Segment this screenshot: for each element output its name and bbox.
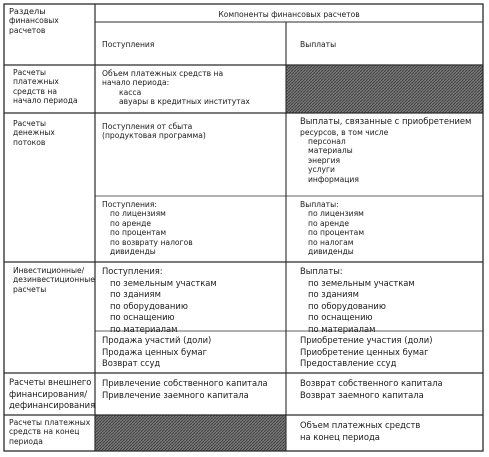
invest-in-extra: Продажа ценных бумаг: [102, 346, 208, 357]
external-out-line: Возврат заемного капитала: [300, 389, 424, 400]
header-components: Компоненты финансовых расчетов: [218, 10, 360, 19]
section-cashflow-line: Расчеты: [13, 119, 46, 128]
cashflow-out-main-item: услуги: [308, 165, 335, 175]
cashflow-out-main-item: информация: [308, 174, 359, 184]
cashflow-in-other-item: по аренде: [110, 218, 152, 228]
external-in-line: Привлечение заемного капитала: [102, 389, 249, 400]
cashflow-inflows-main-cell: [102, 122, 206, 141]
section-external-line: финансирования/: [9, 388, 88, 399]
section-final-cell: [9, 418, 93, 446]
invest-in-item: по оборудованию: [110, 300, 188, 311]
cashflow-outflows-other-cell: [300, 200, 364, 256]
invest-out-item: по зданиям: [308, 289, 359, 299]
section-external-line: дефинансирования: [9, 400, 96, 410]
section-initial-line: начало периода: [13, 96, 78, 106]
section-initial-line: Расчеты: [13, 68, 46, 77]
header-inflows-cell: [102, 40, 154, 49]
initial-item: касса: [119, 87, 142, 97]
external-inflows-cell: [102, 378, 268, 401]
cashflow-in-main-line: Поступления от сбыта: [102, 122, 193, 131]
section-cashflow-line: потоков: [13, 137, 46, 147]
header-sections-line: финансовых: [9, 16, 59, 26]
section-final-line: средств на конец: [9, 427, 80, 437]
external-in-line: Привлечение собственного капитала: [102, 378, 268, 388]
external-outflows-cell: [300, 378, 443, 401]
invest-out-item: по материалам: [308, 323, 376, 334]
external-out-line: Возврат собственного капитала: [300, 378, 443, 388]
invest-out-extra: Предоставление ссуд: [300, 358, 397, 368]
cashflow-out-other-item: по лицензиям: [308, 209, 364, 219]
invest-in-item: по земельным участкам: [110, 277, 217, 288]
cashflow-in-other-item: по процентам: [110, 228, 167, 238]
cashflow-out-other-item: по аренде: [308, 218, 350, 228]
cashflow-out-main-line: ресурсов, в том числе: [300, 127, 389, 137]
invest-inflows-extra-cell: [102, 335, 211, 370]
invest-in-item: по материалам: [110, 323, 178, 334]
cashflow-outflows-main-cell: [300, 116, 471, 184]
header-components-cell: [95, 10, 483, 19]
invest-out-title: Выплаты:: [300, 266, 343, 276]
invest-inflows-cell: [102, 266, 217, 335]
initial-inflows-cell: [102, 69, 250, 107]
cashflow-out-other-item: по налогам: [308, 237, 354, 247]
invest-in-title: Поступления:: [102, 266, 163, 276]
invest-in-item: по зданиям: [110, 289, 161, 299]
cashflow-in-other-item: дивиденды: [110, 247, 156, 257]
cashflow-out-main-item: энергия: [308, 155, 341, 165]
cashflow-in-other-item: по лицензиям: [110, 209, 166, 219]
invest-out-extra: Приобретение участия (доли): [300, 335, 433, 345]
cashflow-out-other-title: Выплаты:: [300, 200, 339, 209]
cashflow-out-other-item: дивиденды: [308, 247, 354, 257]
final-line: Объем платежных средств: [300, 420, 421, 430]
section-final-line: периода: [9, 436, 43, 446]
final-outflows-cell: [300, 420, 420, 443]
section-invest-cell: [13, 266, 93, 294]
invest-outflows-cell: [300, 266, 415, 335]
invest-outflows-extra-cell: [300, 335, 433, 370]
final-line: на конец периода: [300, 431, 380, 442]
section-initial-cell: [13, 68, 93, 106]
cashflow-in-main-line: (продуктовая программа): [102, 131, 206, 141]
section-invest-line: дезинвестиционные: [13, 275, 95, 285]
invest-out-item: по земельным участкам: [308, 277, 415, 288]
section-cashflow-cell: [13, 119, 93, 147]
shaded-cell-final-inflows: [95, 415, 286, 451]
shaded-cell-initial-outflows: [286, 65, 483, 113]
section-invest-line: расчеты: [13, 284, 47, 294]
section-external-cell: [9, 377, 96, 412]
header-sections-line: расчетов: [9, 25, 46, 35]
cashflow-inflows-other-cell: [102, 200, 193, 256]
section-invest-line: Инвестиционные/: [13, 266, 85, 275]
invest-in-extra: Возврат ссуд: [102, 358, 161, 368]
section-initial-line: платежных: [13, 77, 59, 87]
section-external-line: Расчеты внешнего: [9, 377, 92, 387]
invest-in-item: по оснащению: [110, 312, 175, 322]
section-cashflow-line: денежных: [13, 128, 55, 138]
cashflow-out-main-item: материалы: [308, 146, 353, 156]
header-outflows: Выплаты: [300, 40, 337, 49]
initial-line: Объем платежных средств на: [102, 69, 224, 78]
cashflow-in-other-title: Поступления:: [102, 200, 157, 209]
cashflow-in-other-item: по возврату налогов: [110, 237, 193, 247]
header-sections-cell: [9, 7, 93, 35]
section-final-line: Расчеты платежных: [9, 418, 91, 427]
initial-line: начало периода:: [102, 78, 170, 88]
cashflow-out-other-item: по процентам: [308, 228, 365, 238]
header-inflows: Поступления: [102, 40, 155, 49]
invest-out-item: по оснащению: [308, 312, 373, 322]
section-initial-line: средств на: [13, 86, 58, 96]
cashflow-out-main-item: персонал: [308, 136, 346, 146]
header-sections-line: Разделы: [9, 6, 46, 16]
invest-in-extra: Продажа участий (доли): [102, 335, 212, 345]
invest-out-extra: Приобретение ценных бумаг: [300, 346, 429, 357]
cashflow-out-main-line: Выплаты, связанные с приобретением: [300, 116, 472, 126]
invest-out-item: по оборудованию: [308, 300, 386, 311]
initial-item: авуары в кредитных институтах: [119, 97, 250, 107]
header-outflows-cell: [300, 40, 336, 49]
